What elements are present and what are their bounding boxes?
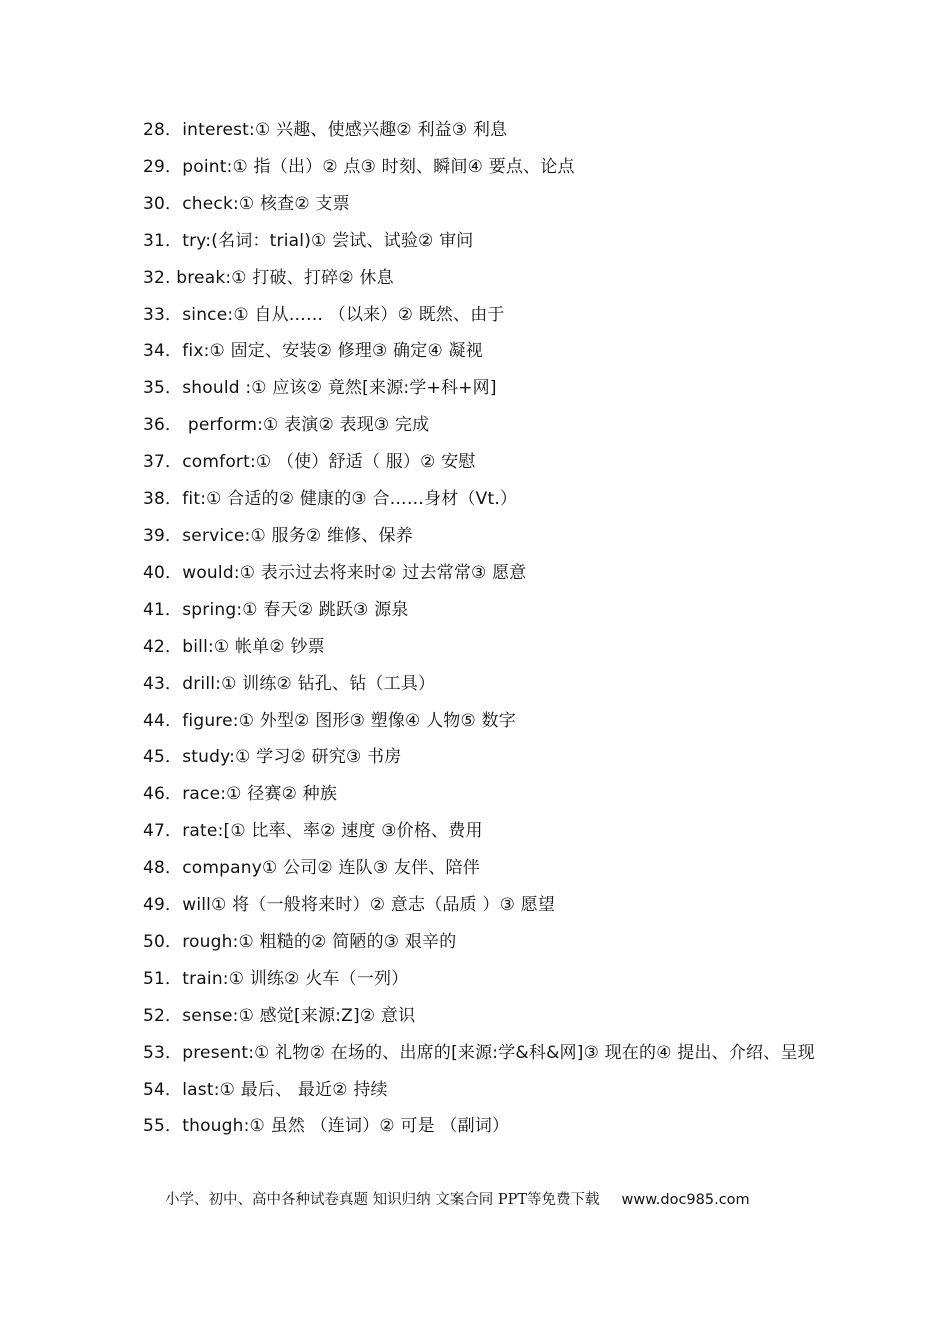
vocab-entry-46: 46．race:① 径赛② 种族 (143, 784, 338, 805)
vocab-entry-48: 48．company① 公司② 连队③ 友伴、陪伴 (143, 858, 480, 879)
vocab-entry-47: 47．rate:[① 比率、率② 速度 ③价格、费用 (143, 821, 483, 842)
vocab-entry-42: 42．bill:① 帐单② 钞票 (143, 636, 325, 657)
vocab-entry-34: 34．fix:① 固定、安装② 修理③ 确定④ 凝视 (143, 341, 483, 362)
vocab-entry-33: 33．since:① 自从…… （以来）② 既然、由于 (143, 304, 505, 325)
vocab-entry-52: 52．sense:① 感觉[来源:Z]② 意识 (143, 1005, 416, 1026)
vocab-entry-29: 29．point:① 指（出）② 点③ 时刻、瞬间④ 要点、论点 (143, 156, 575, 177)
vocab-entry-39: 39．service:① 服务② 维修、保养 (143, 525, 413, 546)
vocab-entry-49: 49．will① 将（一般将来时）② 意志（品质 ）③ 愿望 (143, 895, 556, 916)
vocab-entry-38: 38．fit:① 合适的② 健康的③ 合……身材（Vt.） (143, 489, 518, 510)
vocab-entry-40: 40．would:① 表示过去将来时② 过去常常③ 愿意 (143, 562, 527, 583)
vocab-entry-50: 50．rough:① 粗糙的② 简陋的③ 艰辛的 (143, 931, 457, 952)
page-footer (165, 1188, 805, 1212)
footer-text: 小学、初中、高中各种试卷真题 知识归纳 文案合同 PPT等免费下载 (165, 1192, 600, 1208)
vocab-entry-35: 35．should :① 应该② 竟然[来源:学+科+网] (143, 378, 497, 399)
vocab-entry-53: 53．present:① 礼物② 在场的、出席的[来源:学&科&网]③ 现在的④ 提出、介绍、呈现 (143, 1042, 815, 1063)
vocab-entry-41: 41．spring:① 春天② 跳跃③ 源泉 (143, 599, 409, 620)
vocab-entry-32: 32. break:① 打破、打碎② 休息 (143, 267, 394, 288)
vocab-entry-28: 28．interest:① 兴趣、使感兴趣② 利益③ 利息 (143, 120, 508, 140)
vocab-entry-30: 30．check:① 核查② 支票 (143, 193, 350, 214)
vocab-entry-44: 44．figure:① 外型② 图形③ 塑像④ 人物⑤ 数字 (143, 710, 516, 731)
vocabulary-list (143, 112, 823, 1145)
vocab-entry-54: 54．last:① 最后、 最近② 持续 (143, 1079, 388, 1100)
vocab-entry-31: 31．try:(名词：trial)① 尝试、试验② 审问 (143, 230, 474, 251)
vocab-entry-37: 37．comfort:① （使）舒适（ 服）② 安慰 (143, 452, 476, 473)
vocab-entry-55: 55．though:① 虽然 （连词）② 可是 （副词） (143, 1116, 510, 1137)
vocab-entry-51: 51．train:① 训练② 火车（一列） (143, 968, 409, 989)
vocab-entry-43: 43．drill:① 训练② 钻孔、钻（工具） (143, 673, 436, 694)
footer-url: www.doc985.com (621, 1192, 750, 1208)
vocab-entry-45: 45．study:① 学习② 研究③ 书房 (143, 747, 402, 768)
vocab-entry-36: 36． perform:① 表演② 表现③ 完成 (143, 415, 430, 436)
